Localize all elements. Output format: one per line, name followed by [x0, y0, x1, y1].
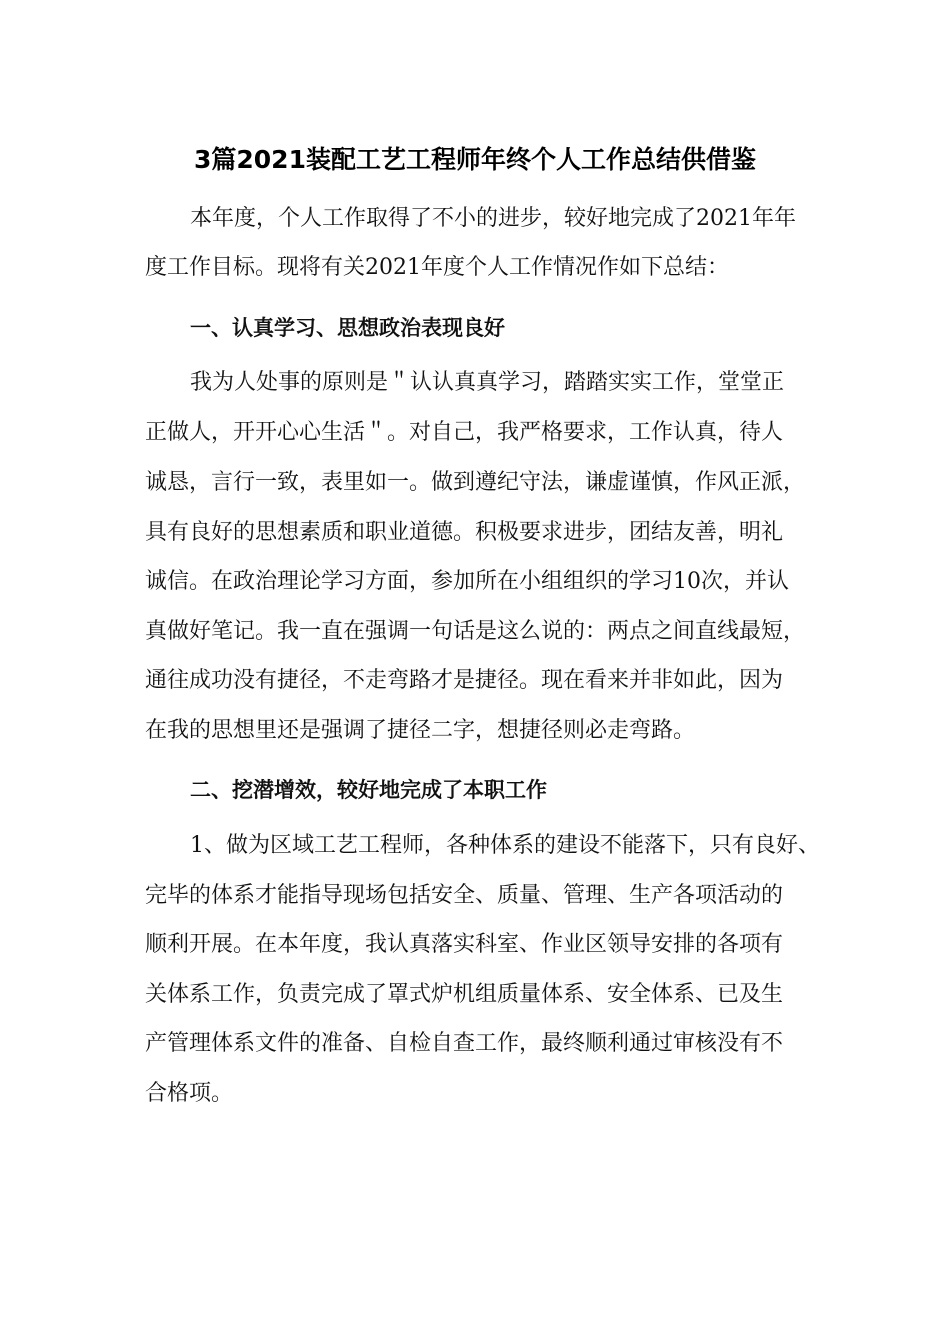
body-line: 1、做为区域工艺工程师，各种体系的建设不能落下，只有良好、: [190, 833, 820, 858]
intro-line: 度工作目标。现将有关2021年度个人工作情况作如下总结：: [145, 255, 729, 280]
body-line: 顺利开展。在本年度，我认真落实科室、作业区领导安排的各项有: [145, 932, 784, 957]
body-line: 合格项。: [145, 1081, 234, 1106]
section-heading: 二、挖潜增效，较好地完成了本职工作: [190, 778, 547, 802]
body-line: 关体系工作，负责完成了罩式炉机组质量体系、安全体系、已及生: [145, 982, 784, 1007]
body-line: 在我的思想里还是强调了捷径二字，想捷径则必走弯路。: [145, 718, 696, 743]
body-line: 真做好笔记。我一直在强调一句话是这么说的：两点之间直线最短，: [145, 619, 806, 644]
document-title: 3篇2021装配工艺工程师年终个人工作总结供借鉴: [194, 145, 756, 174]
body-line: 具有良好的思想素质和职业道德。积极要求进步，团结友善，明礼: [145, 520, 784, 545]
intro-line: 本年度，个人工作取得了不小的进步，较好地完成了2021年年: [190, 206, 796, 231]
body-line: 正做人，开开心心生活＂。对自己，我严格要求，工作认真，待人: [145, 420, 784, 445]
body-line: 诚信。在政治理论学习方面，参加所在小组组织的学习10次，并认: [145, 569, 789, 594]
section-heading: 一、认真学习、思想政治表现良好: [190, 316, 505, 340]
body-line: 我为人处事的原则是＂认认真真学习，踏踏实实工作，堂堂正: [190, 370, 785, 395]
body-line: 产管理体系文件的准备、自检自查工作，最终顺利通过审核没有不: [145, 1031, 784, 1056]
body-line: 诚恳，言行一致，表里如一。做到遵纪守法，谦虚谨慎，作风正派，: [145, 470, 806, 495]
body-line: 完毕的体系才能指导现场包括安全、质量、管理、生产各项活动的: [145, 883, 784, 908]
body-line: 通往成功没有捷径，不走弯路才是捷径。现在看来并非如此，因为: [145, 668, 784, 693]
